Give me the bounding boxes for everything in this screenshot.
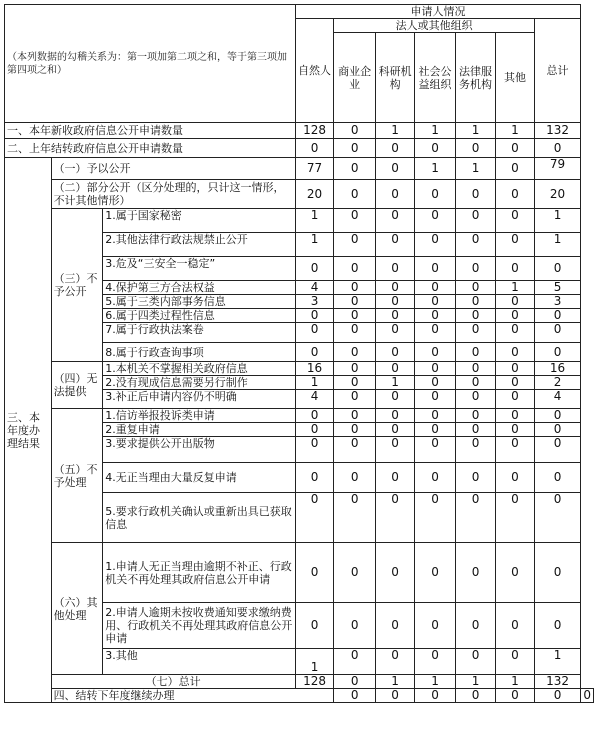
cell-value: 1 (534, 209, 581, 233)
row-label: 3.危及“三安全一稳定” (103, 257, 295, 281)
cell-value: 0 (415, 689, 455, 703)
col-commercial: 商业企业 (334, 33, 375, 123)
cell-value: 5 (534, 281, 581, 295)
cell-value: 132 (534, 123, 581, 139)
cell-value: 0 (375, 180, 414, 209)
col-total: 总计 (534, 19, 581, 123)
legal-person-group-header: 法人或其他组织 (334, 19, 534, 33)
group-label: （六）其他处理 (51, 543, 103, 675)
cell-value: 0 (415, 493, 455, 543)
cell-value: 0 (496, 362, 534, 376)
cell-value: 0 (496, 463, 534, 493)
cell-value: 1 (375, 376, 414, 390)
cell-value: 0 (334, 209, 375, 233)
cell-value: 0 (334, 409, 375, 423)
row-label: 二、上年结转政府信息公开申请数量 (5, 139, 296, 158)
cell-value: 0 (415, 362, 455, 376)
cell-value: 0 (375, 390, 414, 409)
cell-value: 0 (496, 409, 534, 423)
col-public-welfare: 社会公益组织 (415, 33, 455, 123)
cell-value: 0 (295, 409, 334, 423)
cell-value: 0 (295, 309, 334, 323)
row-label: 3.补正后申请内容仍不明确 (103, 390, 295, 409)
cell-value: 0 (375, 139, 414, 158)
cell-value: 0 (455, 209, 495, 233)
cell-value: 0 (496, 323, 534, 343)
row-label: （七）总计 (51, 675, 295, 689)
cell-value: 0 (415, 390, 455, 409)
cell-value: 0 (375, 209, 414, 233)
cell-value: 77 (295, 158, 334, 180)
cell-value: 0 (375, 309, 414, 323)
row-label: 1.属于国家秘密 (103, 209, 295, 233)
row-label: 2.申请人逾期未按收费通知要求缴纳费用、行政机关不再处理其政府信息公开申请 (103, 603, 295, 649)
table-note: （本列数据的勾稽关系为：第一项加第二项之和，等于第三项加第四项之和） (5, 5, 296, 123)
cell-value: 0 (375, 543, 414, 603)
cell-value: 0 (334, 233, 375, 257)
cell-value: 1 (455, 158, 495, 180)
cell-value: 0 (295, 257, 334, 281)
cell-value: 0 (375, 423, 414, 437)
cell-value: 16 (295, 362, 334, 376)
cell-value: 1 (496, 281, 534, 295)
applicant-status-header: 申请人情况 (295, 5, 581, 19)
cell-value: 0 (415, 543, 455, 603)
cell-value: 0 (334, 689, 375, 703)
cell-value: 1 (415, 158, 455, 180)
cell-value: 0 (415, 139, 455, 158)
cell-value: 0 (375, 689, 414, 703)
cell-value: 0 (496, 603, 534, 649)
cell-value: 0 (534, 409, 581, 423)
cell-value: 0 (415, 295, 455, 309)
cell-value: 0 (415, 323, 455, 343)
cell-value: 128 (295, 123, 334, 139)
cell-value: 0 (534, 543, 581, 603)
cell-value: 0 (534, 257, 581, 281)
cell-value: 0 (534, 423, 581, 437)
group-label: （四）无法提供 (51, 362, 103, 409)
table-row (5, 409, 594, 423)
cell-value: 0 (375, 649, 414, 675)
cell-value: 1 (375, 675, 414, 689)
cell-value: 0 (415, 309, 455, 323)
row-label: 4.无正当理由大量反复申请 (103, 463, 295, 493)
cell-value: 1 (534, 649, 581, 675)
cell-value: 0 (496, 423, 534, 437)
cell-value: 0 (496, 689, 534, 703)
disclosure-stats-table (4, 4, 594, 703)
col-other: 其他 (496, 33, 534, 123)
cell-value: 4 (295, 281, 334, 295)
cell-value: 0 (415, 209, 455, 233)
row-label: 4.保护第三方合法权益 (103, 281, 295, 295)
cell-value: 79 (534, 158, 581, 180)
cell-value: 1 (375, 123, 414, 139)
table-row (5, 158, 594, 180)
cell-value: 0 (496, 649, 534, 675)
cell-value: 0 (415, 423, 455, 437)
table-row (5, 362, 594, 376)
cell-value: 2 (534, 376, 581, 390)
table-row (5, 123, 594, 139)
cell-value: 0 (455, 603, 495, 649)
cell-value: 20 (534, 180, 581, 209)
cell-value: 0 (496, 158, 534, 180)
cell-value: 0 (455, 493, 495, 543)
cell-value: 0 (334, 180, 375, 209)
cell-value: 0 (496, 139, 534, 158)
cell-value: 0 (455, 309, 495, 323)
row-label: 2.没有现成信息需要另行制作 (103, 376, 295, 390)
cell-value: 0 (334, 158, 375, 180)
cell-value: 0 (334, 323, 375, 343)
cell-value: 0 (496, 343, 534, 362)
cell-value: 0 (334, 423, 375, 437)
cell-value: 0 (334, 139, 375, 158)
cell-value: 0 (455, 257, 495, 281)
table-row (5, 675, 594, 689)
cell-value: 0 (334, 675, 375, 689)
cell-value: 0 (455, 390, 495, 409)
col-natural-person: 自然人 (295, 19, 334, 123)
cell-value: 0 (455, 343, 495, 362)
cell-value: 0 (334, 362, 375, 376)
cell-value: 0 (375, 493, 414, 543)
cell-value: 0 (334, 343, 375, 362)
cell-value: 0 (415, 281, 455, 295)
cell-value: 1 (295, 209, 334, 233)
col-legal-service: 法律服务机构 (455, 33, 495, 123)
cell-value: 0 (334, 281, 375, 295)
cell-value: 0 (534, 689, 581, 703)
cell-value: 0 (375, 281, 414, 295)
cell-value: 0 (455, 295, 495, 309)
table-row (5, 209, 594, 233)
cell-value: 1 (534, 233, 581, 257)
cell-value: 0 (375, 343, 414, 362)
cell-value: 0 (415, 437, 455, 463)
row-label: 7.属于行政执法案卷 (103, 323, 295, 343)
cell-value: 1 (295, 376, 334, 390)
cell-value: 0 (534, 603, 581, 649)
cell-value: 0 (295, 139, 334, 158)
cell-value: 0 (534, 463, 581, 493)
cell-value: 0 (455, 463, 495, 493)
cell-value: 0 (496, 233, 534, 257)
cell-value: 0 (334, 309, 375, 323)
cell-value: 0 (375, 463, 414, 493)
cell-value: 16 (534, 362, 581, 376)
cell-value: 0 (295, 423, 334, 437)
table-row (5, 543, 594, 603)
table-row (5, 180, 594, 209)
cell-value: 0 (496, 257, 534, 281)
cell-value: 0 (334, 463, 375, 493)
row-label: 5.属于三类内部事务信息 (103, 295, 295, 309)
row-label: 5.要求行政机关确认或重新出具已获取信息 (103, 493, 295, 543)
cell-value: 0 (496, 180, 534, 209)
cell-value: 0 (295, 323, 334, 343)
cell-value: 1 (415, 123, 455, 139)
cell-value: 0 (375, 158, 414, 180)
cell-value: 0 (334, 376, 375, 390)
cell-value: 0 (334, 437, 375, 463)
cell-value: 0 (415, 649, 455, 675)
cell-value: 0 (455, 689, 495, 703)
cell-value: 0 (415, 343, 455, 362)
cell-value: 0 (496, 543, 534, 603)
cell-value: 0 (375, 323, 414, 343)
cell-value: 0 (534, 493, 581, 543)
cell-value: 0 (455, 376, 495, 390)
cell-value: 0 (334, 493, 375, 543)
cell-value: 0 (455, 362, 495, 376)
cell-value: 0 (415, 257, 455, 281)
cell-value: 0 (496, 295, 534, 309)
cell-value: 0 (455, 437, 495, 463)
cell-value: 0 (334, 390, 375, 409)
cell-value: 0 (415, 376, 455, 390)
cell-value: 0 (496, 309, 534, 323)
cell-value: 0 (295, 493, 334, 543)
cell-value: 0 (375, 362, 414, 376)
cell-value: 0 (295, 343, 334, 362)
cell-value: 3 (534, 295, 581, 309)
cell-value: 0 (534, 139, 581, 158)
cell-value: 4 (295, 390, 334, 409)
cell-value: 0 (295, 603, 334, 649)
row-label: （一）予以公开 (51, 158, 295, 180)
table-row (5, 139, 594, 158)
cell-value: 0 (295, 543, 334, 603)
row-label: （二）部分公开（区分处理的，只计这一情形，不计其他情形） (51, 180, 295, 209)
cell-value: 0 (496, 437, 534, 463)
cell-value: 0 (375, 295, 414, 309)
cell-value: 0 (375, 233, 414, 257)
row-label: 2.其他法律行政法规禁止公开 (103, 233, 295, 257)
group-label: （三）不予公开 (51, 209, 103, 362)
group-label: （五）不予处理 (51, 409, 103, 543)
cell-value: 0 (334, 649, 375, 675)
row-label: 2.重复申请 (103, 423, 295, 437)
row-label: 1.信访举报投诉类申请 (103, 409, 295, 423)
cell-value: 0 (534, 309, 581, 323)
cell-value: 0 (534, 343, 581, 362)
cell-value: 0 (455, 409, 495, 423)
row-label: 一、本年新收政府信息公开申请数量 (5, 123, 296, 139)
cell-value: 20 (295, 180, 334, 209)
cell-value: 0 (375, 437, 414, 463)
cell-value: 0 (334, 603, 375, 649)
row-label: 四、结转下年度继续办理 (51, 689, 334, 703)
cell-value: 0 (455, 139, 495, 158)
cell-value: 0 (415, 463, 455, 493)
cell-value: 0 (455, 180, 495, 209)
cell-value: 4 (534, 390, 581, 409)
cell-value: 0 (375, 603, 414, 649)
cell-value: 0 (496, 390, 534, 409)
cell-value: 1 (295, 233, 334, 257)
row-label: 3.要求提供公开出版物 (103, 437, 295, 463)
section-3-label: 三、本年度办理结果 (5, 158, 52, 703)
cell-value: 1 (455, 675, 495, 689)
cell-value: 132 (534, 675, 581, 689)
cell-value: 0 (415, 233, 455, 257)
cell-value: 0 (455, 323, 495, 343)
row-label: 1.申请人无正当理由逾期不补正、行政机关不再处理其政府信息公开申请 (103, 543, 295, 603)
cell-value: 0 (496, 376, 534, 390)
cell-value: 0 (375, 409, 414, 423)
cell-value: 1 (455, 123, 495, 139)
cell-value: 0 (415, 180, 455, 209)
cell-value: 0 (534, 323, 581, 343)
table-row (5, 689, 594, 703)
cell-value: 1 (415, 675, 455, 689)
cell-value: 0 (496, 493, 534, 543)
cell-value: 0 (334, 295, 375, 309)
cell-value: 0 (415, 603, 455, 649)
cell-value: 1 (496, 123, 534, 139)
cell-value: 0 (455, 423, 495, 437)
cell-value: 0 (295, 463, 334, 493)
col-research: 科研机构 (375, 33, 414, 123)
cell-value: 0 (334, 543, 375, 603)
cell-value: 0 (581, 689, 594, 703)
cell-value: 1 (295, 649, 334, 675)
cell-value: 128 (295, 675, 334, 689)
row-label: 3.其他 (103, 649, 295, 675)
cell-value: 0 (415, 409, 455, 423)
row-label: 8.属于行政查询事项 (103, 343, 295, 362)
cell-value: 0 (295, 437, 334, 463)
row-label: 1.本机关不掌握相关政府信息 (103, 362, 295, 376)
cell-value: 3 (295, 295, 334, 309)
cell-value: 0 (455, 649, 495, 675)
cell-value: 0 (334, 257, 375, 281)
cell-value: 0 (455, 281, 495, 295)
cell-value: 0 (334, 123, 375, 139)
cell-value: 0 (375, 257, 414, 281)
row-label: 6.属于四类过程性信息 (103, 309, 295, 323)
cell-value: 0 (455, 233, 495, 257)
cell-value: 0 (455, 543, 495, 603)
cell-value: 0 (496, 209, 534, 233)
cell-value: 1 (496, 675, 534, 689)
cell-value: 0 (534, 437, 581, 463)
